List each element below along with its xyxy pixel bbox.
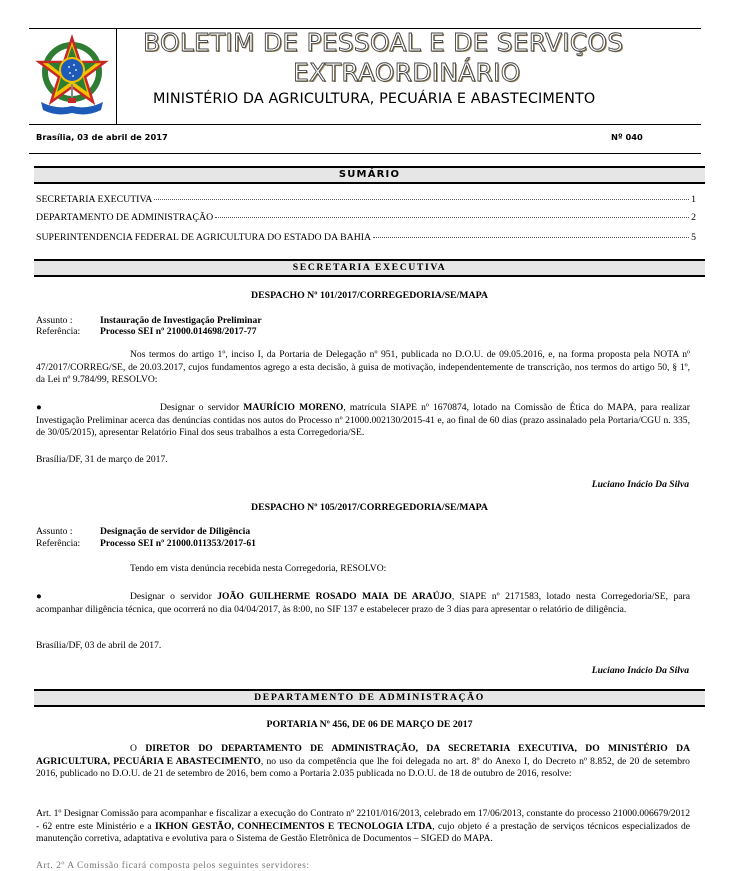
despacho-title: DESPACHO Nº 101/2017/CORREGEDORIA/SE/MAPA	[251, 290, 488, 301]
article-2-truncated: Art. 2º A Comissão ficará composta pelos seguintes servidores:	[36, 860, 310, 871]
bulletin-subtitle: EXTRAORDINÁRIO	[293, 58, 521, 87]
toc-leader	[215, 217, 689, 218]
toc-entry[interactable]	[36, 232, 696, 243]
toc-entry[interactable]	[36, 194, 696, 205]
company-name: IKHON GESTÃO, CONHECIMENTOS E TECNOLOGIA LTDA	[155, 820, 433, 832]
ministry-name: MINISTÉRIO DA AGRICULTURA, PECUÁRIA E ABASTECIMENTO	[153, 91, 596, 107]
article-1: Art. 1º Designar Comissão para acompanhar e fiscalizar a execução do Contrato nº 22101/016/2013, celebrado em 17/06/2013, constante do processo 21000.006679/2012 - 62 entre este Ministério e a IKHON GESTÃO, CONHECIMENTOS E TECNOLOGIA LTDA, cujo objeto é a prestação de serviços técnicos especializados de manutenção corretiva, adaptativa e evolutiva para o Sistema de Gestão Eletrônica de Documentos – SIGED do MAPA.	[36, 808, 691, 844]
toc-leader	[154, 199, 689, 200]
subject-label: Assunto :	[36, 526, 73, 537]
summary-heading: SUMÁRIO	[34, 166, 705, 184]
despacho-title: DESPACHO Nº 105/2017/CORREGEDORIA/SE/MAPA	[251, 502, 488, 513]
brazil-coat-of-arms-icon	[37, 32, 107, 120]
subject-line	[36, 315, 262, 326]
place-date: Brasília/DF, 31 de março de 2017.	[36, 454, 168, 465]
subject-value: Instauração de Investigação Preliminar	[100, 315, 262, 326]
subject-value: Designação de servidor de Diligência	[100, 526, 251, 537]
bulletin-header	[29, 28, 701, 125]
portaria-title: PORTARIA Nº 456, DE 06 DE MARÇO DE 2017	[266, 719, 473, 730]
subject-label: Assunto :	[36, 315, 73, 326]
reference-line	[36, 326, 257, 337]
reference-label: Referência:	[36, 538, 81, 549]
portaria-preamble: O DIRETOR DO DEPARTAMENTO DE ADMINISTRAÇÃO, DA SECRETARIA EXECUTIVA, DO MINISTÉRIO DA AGRICULTURA, PECUÁRIA E ABASTECIMENTO, no uso da competência que lhe foi delegada no art. 8º do Anexo I, do Decreto nº 8.852, de 20 de setembro 2016, publicado no D.O.U. de 21 de setembro de 2016, bem como a Portaria 2.035 publicada no D.O.U. de 18 de outubro de 2016, resolve:	[36, 743, 690, 779]
signature: Luciano Inácio Da Silva	[591, 479, 689, 490]
signature: Luciano Inácio Da Silva	[591, 665, 689, 676]
despacho-paragraph: Tendo em vista denúncia recebida nesta Corregedoria, RESOLVO:	[130, 563, 387, 574]
authority-name: DIRETOR DO DEPARTAMENTO DE ADMINISTRAÇÃO, DA SECRETARIA EXECUTIVA, DO MINISTÉRIO DA AGRICULTURA, PECUÁRIA E ABASTECIMENTO	[36, 743, 690, 767]
section-heading-secretaria: SECRETARIA EXECUTIVA	[34, 259, 705, 277]
toc-label: SECRETARIA EXECUTIVA	[36, 194, 153, 205]
toc-leader	[373, 237, 689, 238]
toc-page: 1	[691, 194, 696, 205]
bullet-paragraph: ● Designar o servidor MAURÍCIO MORENO, matrícula SIAPE nº 1670874, lotado na Comissão de Ética do MAPA, para realizar Investigação Preliminar acerca das denúncias contidas nos autos do Processo nº 21000.002130/2015-41 e, ao final de 60 dias (prazo assinalado pela Portaria/CGU n. 335, de 30/05/2015), apresentar Relatório Final dos seus trabalhos a esta Corregedoria/SE.	[36, 402, 690, 438]
toc-entry[interactable]	[36, 212, 696, 223]
section-heading-administracao: DEPARTAMENTO DE ADMINISTRAÇÃO	[34, 689, 705, 707]
subject-line	[36, 526, 250, 537]
servant-name: MAURÍCIO MORENO	[243, 402, 344, 413]
place-date: Brasília/DF, 03 de abril de 2017.	[36, 640, 162, 651]
toc-label: DEPARTAMENTO DE ADMINISTRAÇÃO	[36, 212, 214, 223]
bullet-icon: ●	[36, 402, 42, 413]
reference-value: Processo SEI nº 21000.014698/2017-77	[100, 326, 257, 337]
bulletin-title: BOLETIM DE PESSOAL E DE SERVIÇOS	[143, 28, 624, 57]
despacho-paragraph: Nos termos do artigo 1º, inciso I, da Portaria de Delegação nº 951, publicada no D.O.U. de 09.05.2016, e, na forma proposta pela NOTA nº 47/2017/CORREG/SE, de 20.03.2017, cujos fundamentos agrego a esta decisão, à guisa de motivação, independentemente de transcrição, nos termos do artigo 50, § 1º, da Lei nº 9.784/99, RESOLVO:	[36, 349, 690, 385]
bullet-icon: ●	[36, 591, 42, 602]
header-divider	[116, 29, 117, 124]
issue-date: Brasília, 03 de abril de 2017	[36, 132, 168, 142]
toc-page: 5	[691, 232, 696, 243]
bullet-paragraph: ● Designar o servidor JOÃO GUILHERME ROSADO MAIA DE ARAÚJO, SIAPE nº 2171583, lotado nesta Corregedoria/SE, para acompanhar diligência técnica, que ocorrerá no dia 04/04/2017, às 8:00, no SIF 137 e estabelecer prazo de 3 dias para apresentar o relatório de diligência.	[36, 591, 690, 615]
toc-page: 2	[691, 212, 696, 223]
issue-info-row	[29, 124, 701, 154]
issue-number: Nº 040	[611, 132, 643, 142]
reference-value: Processo SEI nº 21000.011353/2017-61	[100, 538, 256, 549]
reference-label: Referência:	[36, 326, 81, 337]
reference-line	[36, 538, 256, 549]
toc-label: SUPERINTENDENCIA FEDERAL DE AGRICULTURA DO ESTADO DA BAHIA	[36, 232, 372, 243]
servant-name: JOÃO GUILHERME ROSADO MAIA DE ARAÚJO	[217, 591, 452, 602]
